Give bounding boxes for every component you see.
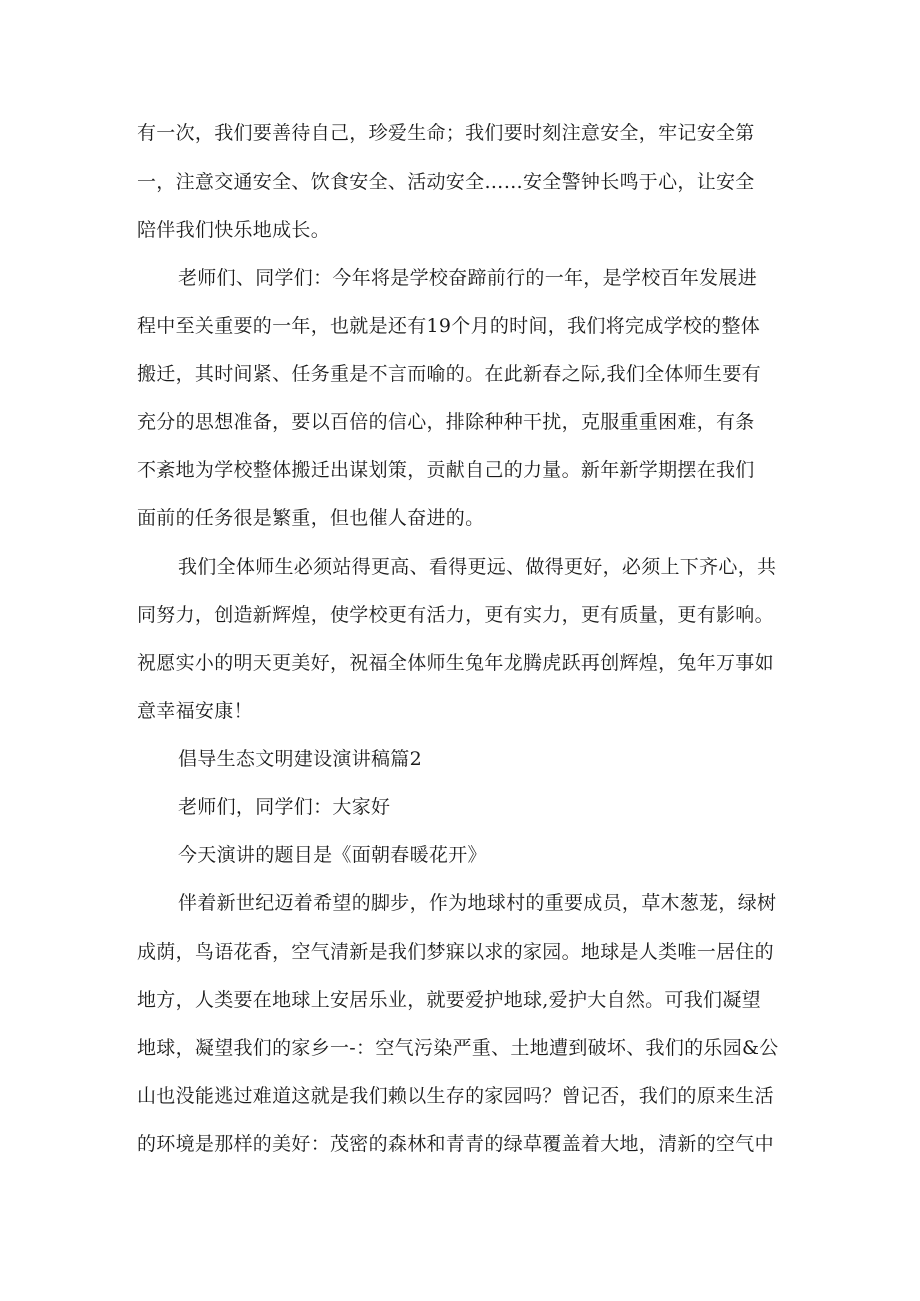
section-heading: 倡导生态文明建设演讲稿篇2 <box>178 748 422 770</box>
text-line: 一，注意交通安全、饮食安全、活动安全……安全警钟长鸣于心，让安全 <box>137 171 755 193</box>
text-line: 地球，凝望我们的家乡一-：空气污染严重、土地遭到破坏、我们的乐园&公 <box>137 1037 779 1059</box>
paragraph-start-line: 老师们、同学们：今年将是学校奋蹄前行的一年，是学校百年发展进 <box>178 267 758 289</box>
text-line: 的环境是那样的美好：茂密的森林和青青的绿草覆盖着大地，清新的空气中 <box>137 1133 774 1155</box>
text-line: 有一次，我们要善待自己，珍爱生命；我们要时刻注意安全，牢记安全第 <box>137 122 755 144</box>
text-line: 成荫，鸟语花香，空气清新是我们梦寐以求的家园。地球是人类唯一居住的 <box>137 941 774 963</box>
text-line: 祝愿实小的明天更美好，祝福全体师生兔年龙腾虎跃再创辉煌，兔年万事如 <box>137 652 774 674</box>
text-line: 搬迁，其时间紧、任务重是不言而喻的。在此新春之际,我们全体师生要有 <box>137 363 761 385</box>
text-line: 意幸福安康！ <box>137 700 253 722</box>
text-line: 陪伴我们快乐地成长。 <box>137 219 331 241</box>
text-line: 面前的任务很是繁重，但也催人奋进的。 <box>137 507 485 529</box>
paragraph-start-line: 我们全体师生必须站得更高、看得更远、做得更好，必须上下齐心，共 <box>178 556 777 578</box>
text-line: 不紊地为学校整体搬迁出谋划策，贡献自己的力量。新年新学期摆在我们 <box>137 459 755 481</box>
text-line: 程中至关重要的一年，也就是还有19个月的时间，我们将完成学校的整体 <box>137 315 761 337</box>
text-line: 山也没能逃过难道这就是我们赖以生存的家园吗？曾记否，我们的原来生活 <box>137 1085 774 1107</box>
paragraph-start-line: 伴着新世纪迈着希望的脚步，作为地球村的重要成员，草木葱茏，绿树 <box>178 892 777 914</box>
text-line: 地方，人类要在地球上安居乐业，就要爱护地球,爱护大自然。可我们凝望 <box>137 989 761 1011</box>
speech-title-line: 今天演讲的题目是《面朝春暖花开》 <box>178 844 487 866</box>
text-line: 同努力，创造新辉煌，使学校更有活力，更有实力，更有质量，更有影响。 <box>137 604 774 626</box>
text-line: 充分的思想准备，要以百倍的信心，排除种种干扰，克服重重困难，有条 <box>137 411 755 433</box>
greeting-line: 老师们，同学们：大家好 <box>178 796 391 818</box>
